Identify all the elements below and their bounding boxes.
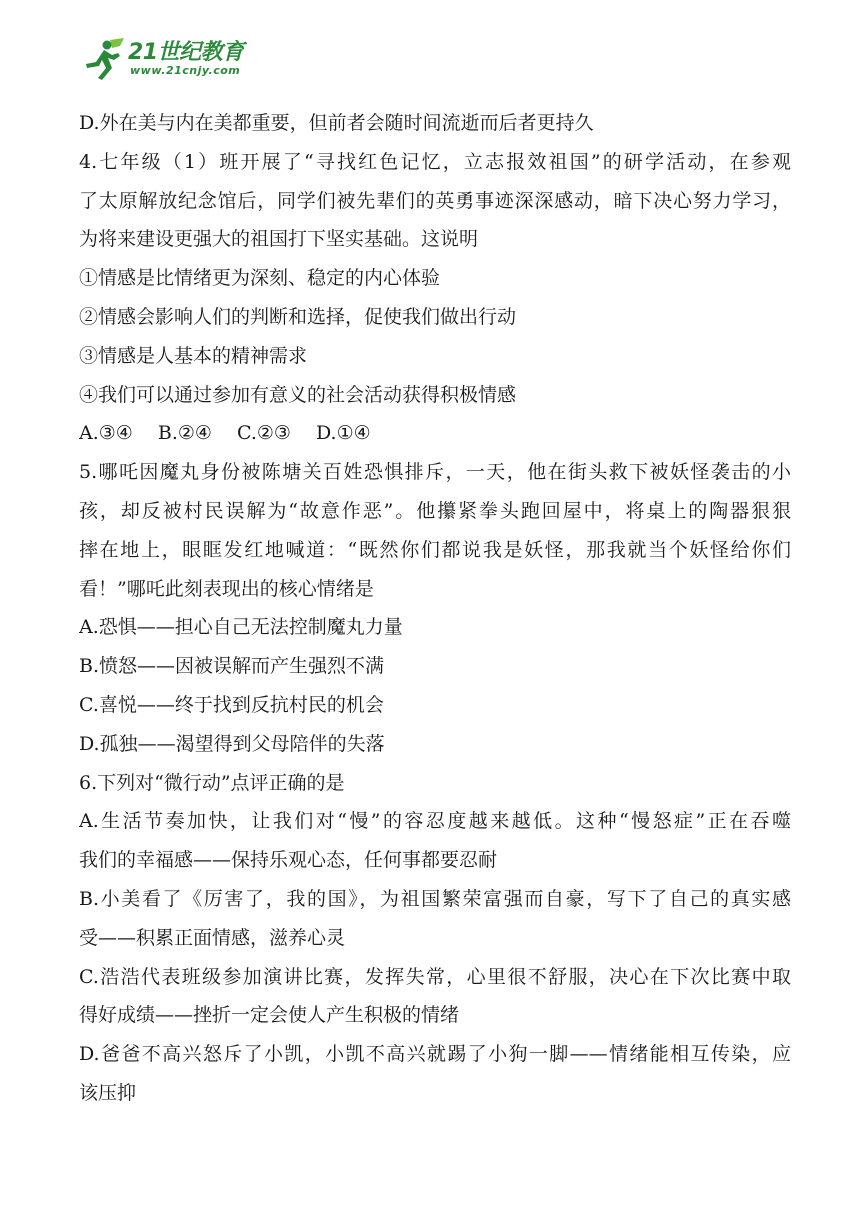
text-line: ③情感是人基本的精神需求 — [79, 344, 308, 367]
text-line: 受——积累正面情感，滋养心灵 — [79, 926, 346, 949]
text-line: 孩，却反被村民误解为“故意作恶”。他攥紧拳头跑回屋中，将桌上的陶器狠狠 — [79, 499, 791, 522]
text-line: 看！”哪吒此刻表现出的核心情绪是 — [79, 577, 374, 600]
text-line: 4.七年级（1）班开展了“寻找红色记忆，立志报效祖国”的研学活动，在参观 — [79, 150, 791, 173]
text-line: A.生活节奏加快，让我们对“慢”的容忍度越来越低。这种“慢怒症”正在吞噬 — [79, 810, 791, 833]
text-line: 6.下列对“微行动”点评正确的是 — [79, 771, 345, 794]
text-line: ④我们可以通过参加有意义的社会活动获得积极情感 — [79, 383, 517, 406]
text-line: 得好成绩——挫折一定会使人产生积极的情绪 — [79, 1004, 460, 1027]
text-line: ①情感是比情绪更为深刻、稳定的内心体验 — [79, 267, 441, 290]
text-line: 为将来建设更强大的祖国打下坚实基础。这说明 — [79, 228, 479, 251]
text-line: A.恐惧——担心自己无法控制魔丸力量 — [79, 616, 403, 639]
text-line: 5.哪吒因魔丸身份被陈塘关百姓恐惧排斥，一天，他在街头救下被妖怪袭击的小 — [79, 461, 791, 484]
text-line: 我们的幸福感——保持乐观心态，任何事都要忍耐 — [79, 849, 498, 872]
text-line: D.孤独——渴望得到父母陪伴的失落 — [79, 732, 385, 755]
text-line: ②情感会影响人们的判断和选择，促使我们做出行动 — [79, 305, 517, 328]
text-line: 了太原解放纪念馆后，同学们被先辈们的英勇事迹深深感动，暗下决心努力学习， — [79, 189, 791, 212]
logo-title: 21世纪教育 — [128, 40, 244, 65]
text-line: D.爸爸不高兴怒斥了小凯，小凯不高兴就踢了小狗一脚——情绪能相互传染，应 — [79, 1043, 791, 1066]
text-line: C.浩浩代表班级参加演讲比赛，发挥失常，心里很不舒服，决心在下次比赛中取 — [79, 965, 791, 988]
text-line: B.小美看了《厉害了，我的国》，为祖国繁荣富强而自豪，写下了自己的真实感 — [79, 887, 791, 910]
text-line: B.愤怒——因被误解而产生强烈不满 — [79, 655, 385, 678]
site-logo[interactable] — [80, 36, 250, 82]
text-line: A.③④ B.②④ C.②③ D.①④ — [79, 422, 371, 445]
document-body — [79, 104, 791, 1113]
text-line: 摔在地上，眼眶发红地喊道：“既然你们都说我是妖怪，那我就当个妖怪给你们 — [79, 538, 791, 561]
runner-icon — [80, 36, 128, 82]
logo-subtitle: www.21cnjy.com — [130, 64, 241, 77]
text-line: 该压抑 — [79, 1081, 137, 1104]
text-line: D.外在美与内在美都重要，但前者会随时间流逝而后者更持久 — [79, 112, 594, 134]
text-line: C.喜悦——终于找到反抗村民的机会 — [79, 693, 384, 716]
